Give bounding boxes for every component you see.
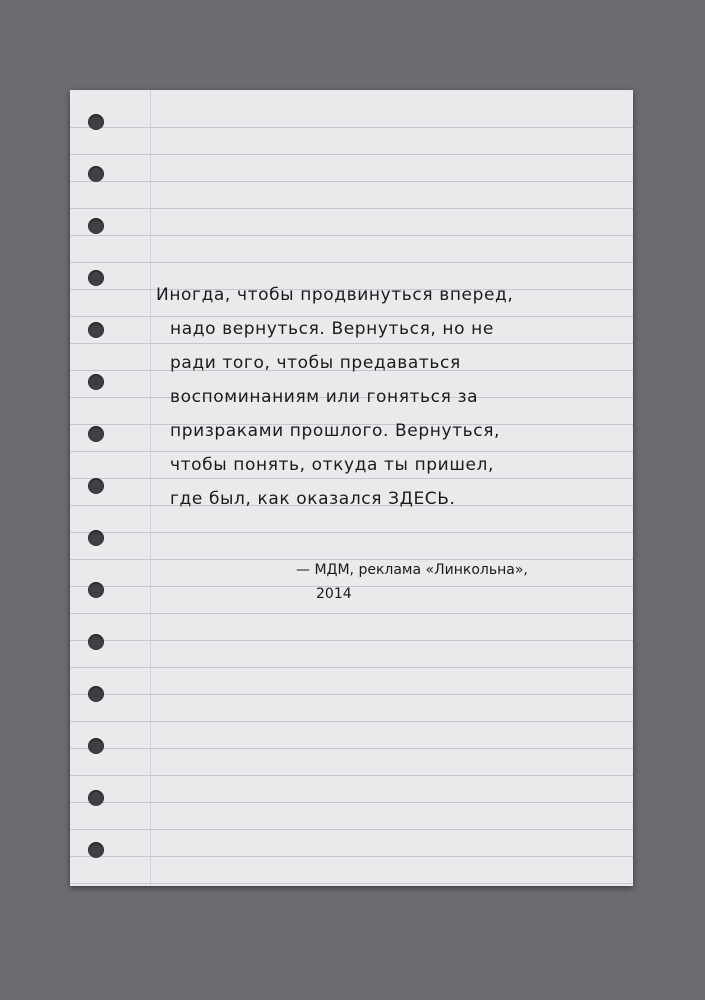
binder-hole	[88, 478, 104, 494]
quote-line: Иногда, чтобы продвинуться вперед,	[156, 285, 514, 305]
binder-hole	[88, 790, 104, 806]
quote-line: призраками прошлого. Вернуться,	[170, 421, 501, 441]
binder-hole	[88, 166, 104, 182]
quote-text	[156, 278, 556, 516]
binder-hole	[88, 322, 104, 338]
binder-hole	[88, 842, 104, 858]
binder-hole	[88, 114, 104, 130]
binder-hole	[88, 634, 104, 650]
quote-line: воспоминаниям или гоняться за	[170, 387, 479, 407]
attribution-source: — МДМ, реклама «Линкольна»,	[296, 562, 528, 578]
binder-hole	[88, 738, 104, 754]
binder-hole	[88, 270, 104, 286]
margin-line	[150, 90, 151, 886]
quote-line: чтобы понять, откуда ты пришел,	[170, 455, 495, 475]
binder-hole	[88, 582, 104, 598]
binder-hole	[88, 426, 104, 442]
notebook-page	[70, 90, 633, 886]
binder-hole	[88, 218, 104, 234]
quote-attribution	[296, 558, 556, 606]
quote-line: ради того, чтобы предаваться	[170, 353, 461, 373]
quote-line: надо вернуться. Вернуться, но не	[170, 319, 494, 339]
quote-line: где был, как оказался ЗДЕСЬ.	[170, 489, 456, 509]
attribution-year: 2014	[316, 586, 352, 602]
binder-hole	[88, 374, 104, 390]
binder-hole	[88, 686, 104, 702]
binder-hole	[88, 530, 104, 546]
